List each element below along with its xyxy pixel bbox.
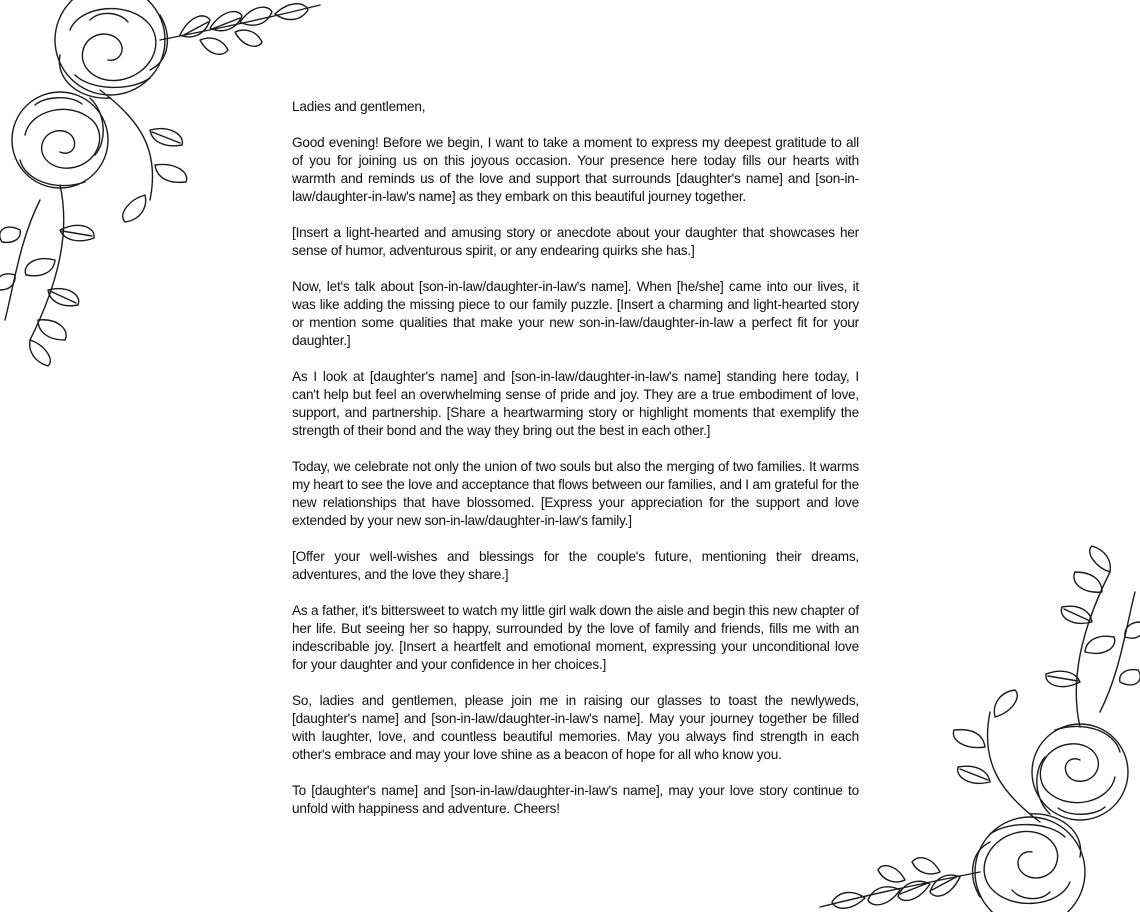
floral-corner-bottom-right-icon [810,542,1140,912]
paragraph-toast: So, ladies and gentlemen, please join me in raising our glasses to toast the newlyweds, [daughter's name] and [son-in-law/daughter-in-law's name]. May your journey together be filled with laughter, love, and countless beautiful memories. May you always find strength in each other's embrace and may your love shine as a beacon of hope for all who know you. [292,693,859,762]
paragraph-families: Today, we celebrate not only the union of two souls but also the merging of two families. It warms my heart to see the love and acceptance that flows between our families, and I am grateful for the new relationships that have blossomed. [Express your appreciation for the support and love extended by your new son-in-law/daughter-in-law's family.] [292,459,859,528]
rose-icon [12,92,108,188]
paragraph-well-wishes: [Offer your well-wishes and blessings for the couple's future, mentioning their dreams, adventures, and the love they share.] [292,549,859,582]
paragraph-daughter-story: [Insert a light-hearted and amusing story or anecdote about your daughter that showcases her sense of humor, adventurous spirit, or any endearing quirks she has.] [292,225,859,258]
floral-corner-top-left-icon [0,0,330,370]
paragraph-father: As a father, it's bittersweet to watch my little girl walk down the aisle and begin this new chapter of her life. But seeing her so happy, surrounded by the love of family and friends, fills me with an indescribable joy. [Insert a heartfelt and emotional moment, expressing your unconditional love for your daughter and your confidence in her choices.] [292,603,859,672]
salutation: Ladies and gentlemen, [292,99,426,114]
rose-icon [1032,724,1128,820]
paragraph-closing: To [daughter's name] and [son-in-law/daughter-in-law's name], may your love story continue to unfold with happiness and adventure. Cheers! [292,783,859,816]
paragraph-in-law: Now, let's talk about [son-in-law/daughter-in-law's name]. When [he/she] came into our lives, it was like adding the missing piece to our family puzzle. [Insert a charming and light-hearted story or mention some qualities that make your new son-in-law/daughter-in-law a perfect fit for your daughter.] [292,279,859,348]
paragraph-couple: As I look at [daughter's name] and [son-in-law/daughter-in-law's name] standing here today, I can't help but feel an overwhelming sense of pride and joy. They are a true embodiment of love, support, and partnership. [Share a heartwarming story or highlight moments that exemplify the strength of their bond and the way they bring out the best in each other.] [292,369,859,438]
rose-icon [973,814,1085,912]
paragraph-gratitude: Good evening! Before we begin, I want to take a moment to express my deepest gratitude to all of you for joining us on this joyous occasion. Your presence here today fills our hearts with warmth and reminds us of the love and support that surrounds [daughter's name] and [son-in-law/daughter-in-law's name] as they embark on this beautiful journey together. [292,135,859,204]
speech-letter [292,98,859,836]
rose-icon [55,0,167,98]
